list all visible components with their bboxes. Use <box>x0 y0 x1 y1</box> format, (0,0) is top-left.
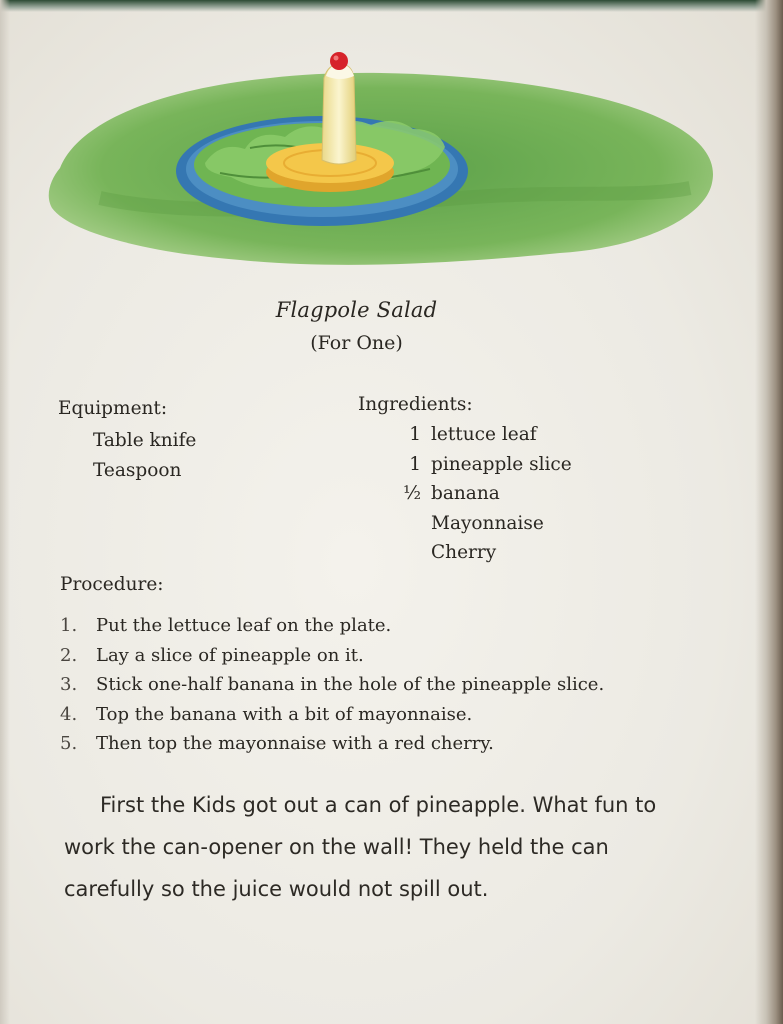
flagpole-salad-illustration <box>40 48 730 283</box>
page-top-edge <box>0 0 783 12</box>
step-number: 4. <box>60 703 78 725</box>
equipment-item: Teaspoon <box>93 460 182 481</box>
step-text: Stick one-half banana in the hole of the pineapple slice. <box>96 674 605 695</box>
ingredient-quantity: 1 <box>409 453 421 475</box>
recipe-title: Flagpole Salad <box>275 298 438 322</box>
step-number: 1. <box>60 615 78 636</box>
page-binding-edge <box>755 0 783 1024</box>
ingredient-name: pineapple slice <box>431 453 572 475</box>
ingredient-name: lettuce leaf <box>431 424 537 445</box>
procedure-step <box>60 700 604 730</box>
step-text: Lay a slice of pineapple on it. <box>96 644 364 666</box>
step-text: Put the lettuce leaf on the plate. <box>96 615 392 636</box>
cherry <box>330 52 348 70</box>
equipment-list <box>93 426 196 486</box>
ingredient-quantity <box>383 538 431 568</box>
procedure-steps <box>60 611 604 759</box>
ingredient-item <box>383 479 572 509</box>
procedure-step <box>60 670 604 700</box>
procedure-step <box>60 641 604 671</box>
ingredient-name: Mayonnaise <box>431 512 544 534</box>
recipe-servings: (For One) <box>310 332 403 354</box>
equipment-heading: Equipment: <box>58 398 168 419</box>
ingredients-heading: Ingredients: <box>358 394 473 415</box>
ingredient-quantity: ½ <box>403 483 421 504</box>
step-number: 5. <box>60 733 78 754</box>
cherry-highlight <box>334 56 339 61</box>
ingredient-item <box>383 450 572 480</box>
ingredient-item <box>383 538 572 568</box>
ingredient-name: banana <box>431 483 500 504</box>
ingredients-list <box>383 420 572 568</box>
equipment-item: Table knife <box>93 430 197 451</box>
procedure-step <box>60 611 604 641</box>
step-number: 3. <box>60 674 78 695</box>
story-paragraph: First the Kids got out a can of pineapple. What fun to work the can-opener on the wall! They held the can carefully so the juice would not spill out. <box>64 793 657 901</box>
step-number: 2. <box>60 644 78 666</box>
ingredient-item <box>383 420 572 450</box>
ingredient-quantity <box>383 509 431 539</box>
ingredient-item <box>383 509 572 539</box>
procedure-step <box>60 729 604 759</box>
page-left-edge <box>0 0 10 1024</box>
step-text: Then top the mayonnaise with a red cherry. <box>96 733 494 754</box>
banana-pole <box>322 64 356 164</box>
step-text: Top the banana with a bit of mayonnaise. <box>96 703 473 725</box>
procedure-heading: Procedure: <box>60 574 164 595</box>
ingredient-name: Cherry <box>431 542 497 563</box>
ingredient-quantity: 1 <box>409 424 421 445</box>
